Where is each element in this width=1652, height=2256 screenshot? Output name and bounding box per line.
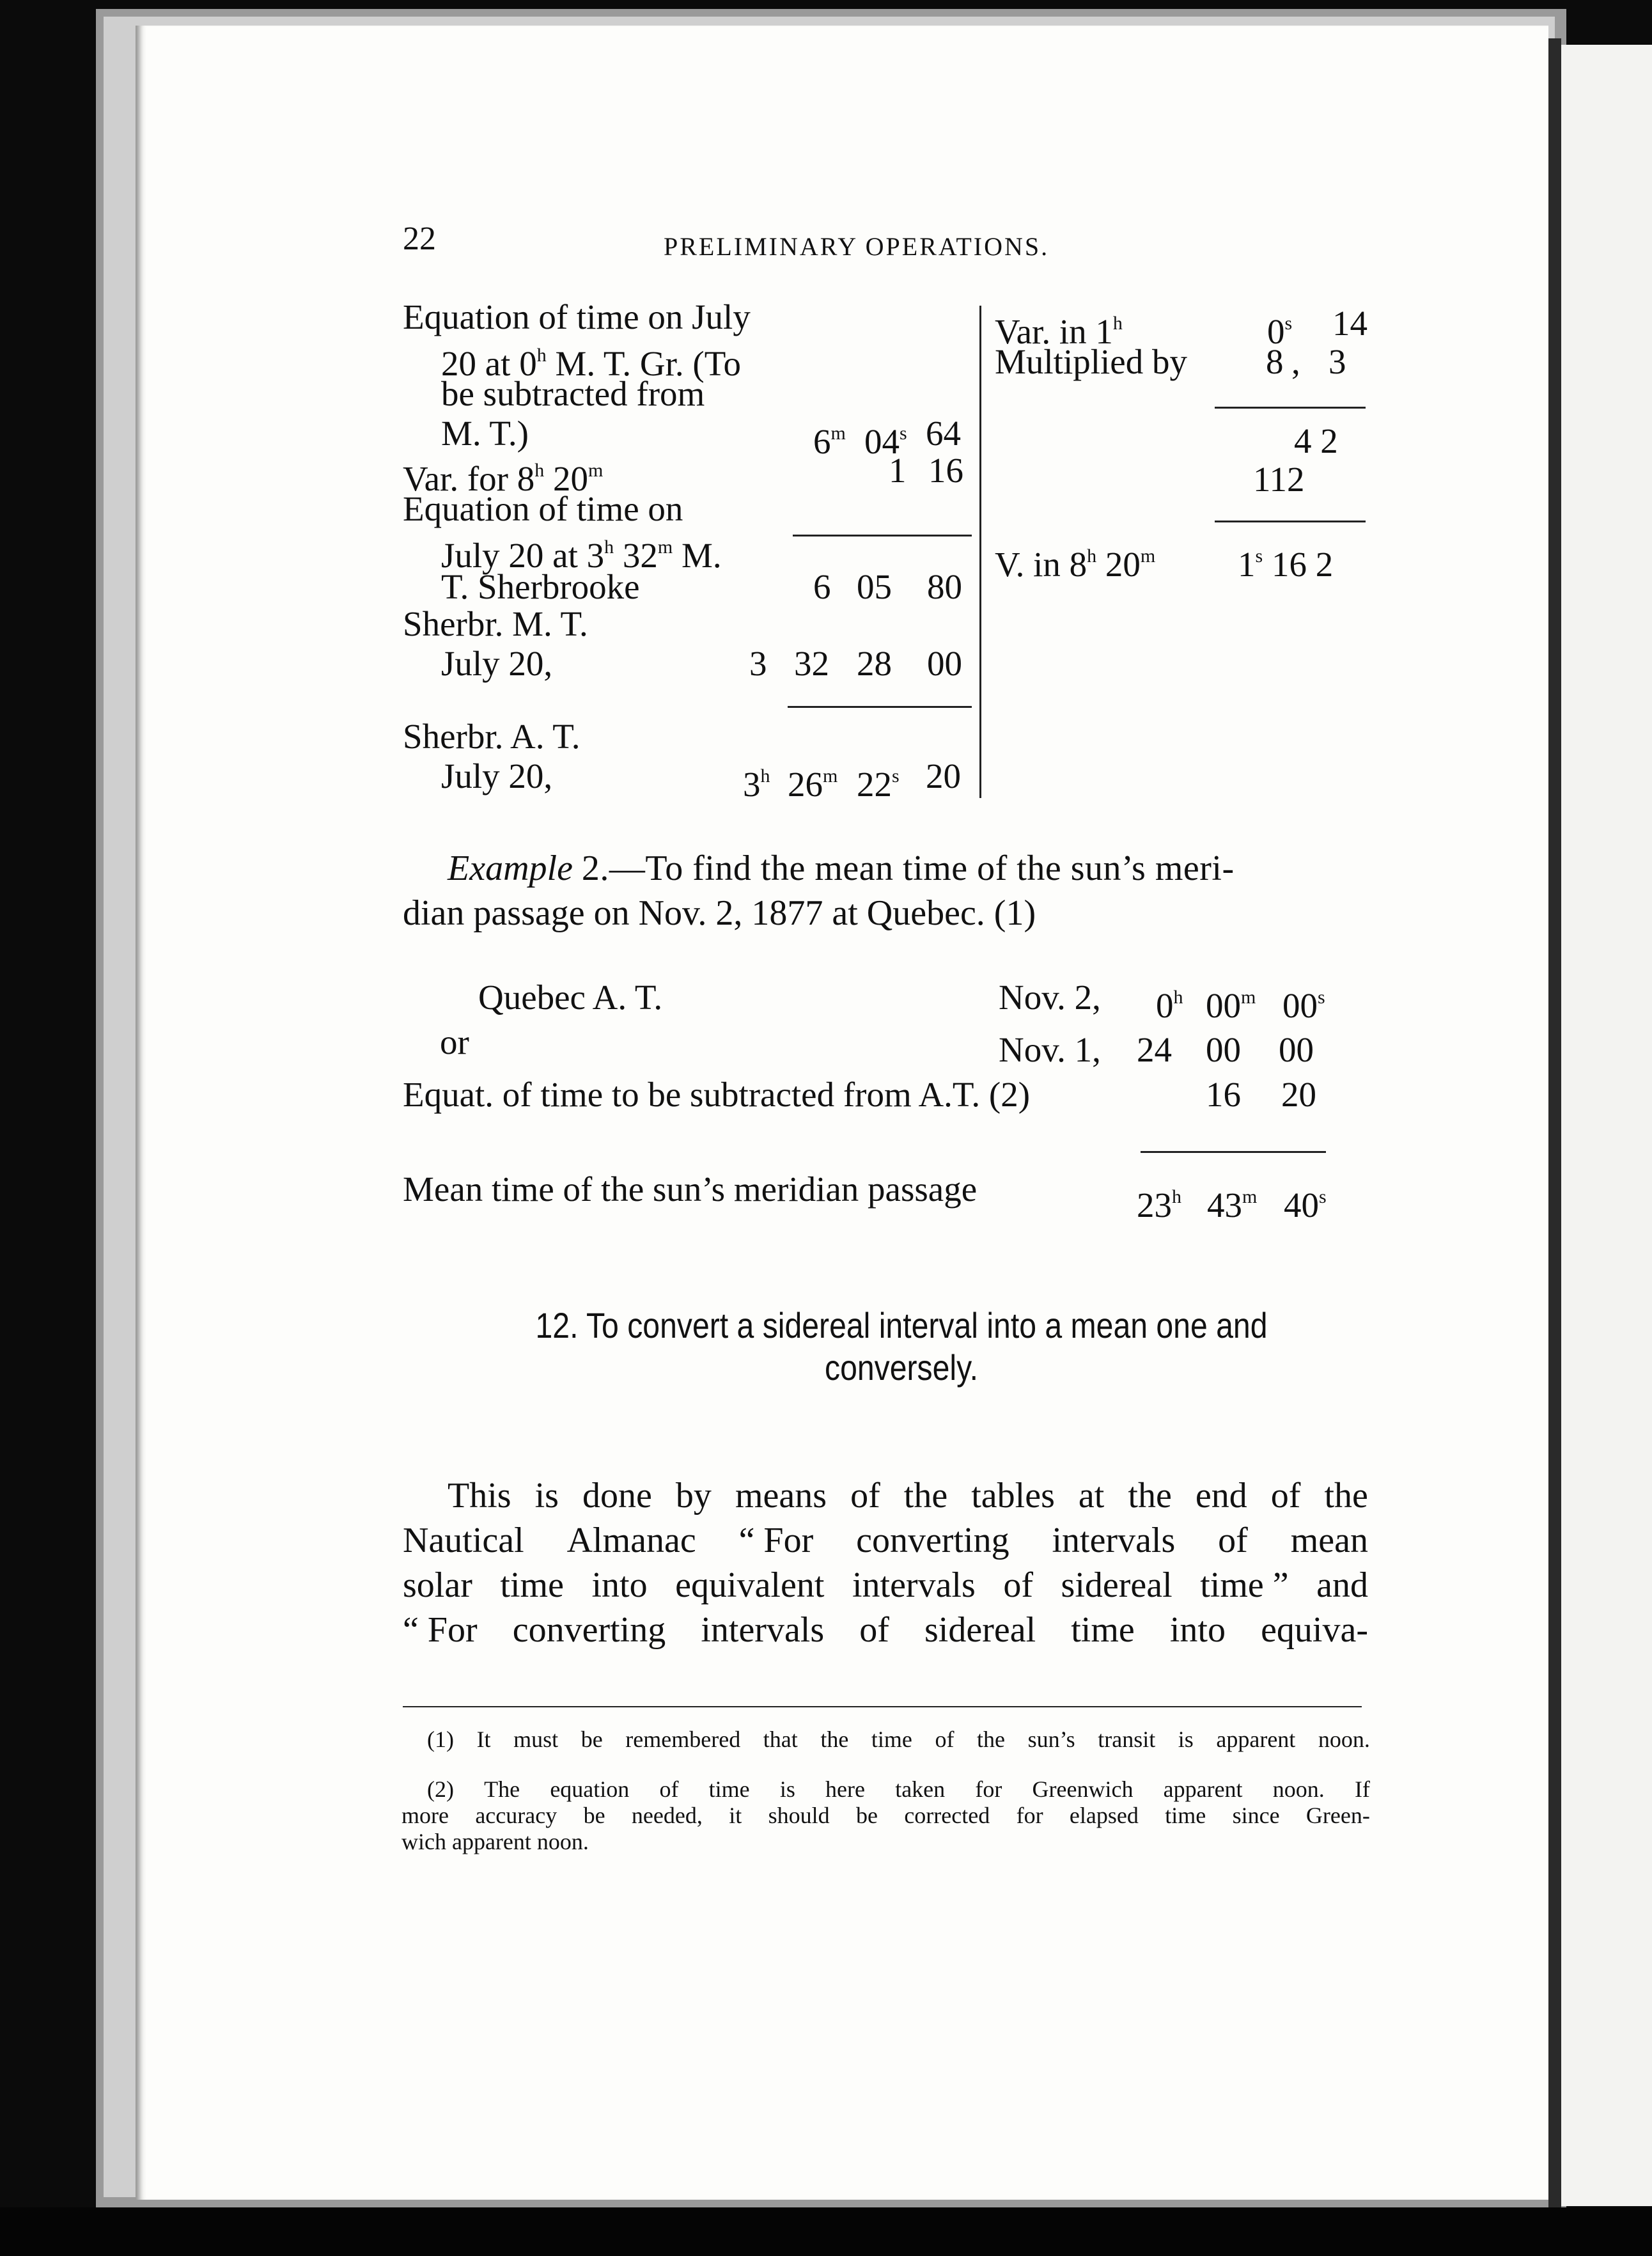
word: be (855, 1803, 878, 1828)
lt-label-3: M. T.) (441, 414, 529, 453)
ex2-result-s: 40$^s$ (1284, 1186, 1327, 1225)
rt-var-label: Var. in 1$^h$ (995, 312, 1123, 351)
word: and (1316, 1565, 1368, 1605)
lt-val-9-3: 00 (927, 644, 962, 683)
word: sun’s (1027, 1727, 1075, 1752)
next-page-edge (1561, 45, 1652, 2206)
word: is (779, 1776, 795, 1802)
ex2-row0-label: Quebec A. T. (478, 978, 663, 1017)
word: converting (856, 1521, 1009, 1560)
lt-val-7-2: 80 (927, 567, 962, 606)
word: must (513, 1727, 559, 1752)
footnote-2 (401, 1776, 1370, 1855)
rt-mult-label: Multiplied by (995, 342, 1187, 381)
lt-label-2: be subtracted from (441, 374, 705, 413)
word: the (1128, 1476, 1172, 1516)
word: Almanac (566, 1521, 696, 1560)
word: needed, (631, 1803, 703, 1828)
word: the (903, 1476, 948, 1516)
word: by (675, 1476, 712, 1516)
ex2-row0-m: 00$^m$ (1206, 986, 1256, 1025)
lt-val-4-0: 1 (889, 451, 907, 490)
word: remembered (625, 1727, 741, 1752)
word: It (476, 1727, 491, 1752)
lt-label-6: July 20 at 3$^h$ 32$^m$ M. (441, 536, 722, 575)
lt-val-3-1: 04$^s$ (864, 422, 907, 461)
page-number: 22 (403, 221, 436, 257)
word: mean (1290, 1521, 1368, 1560)
word: done (582, 1476, 652, 1516)
word: intervals (852, 1565, 976, 1605)
lt-val-9-1: 32 (794, 644, 829, 683)
word: means (735, 1476, 827, 1516)
rt-rule-1 (1215, 407, 1366, 409)
lt-label-1: 20 at 0$^h$ M. T. Gr. (To (441, 344, 741, 383)
word: here (825, 1776, 865, 1802)
example2-italic: Example (448, 849, 573, 888)
lt-val-4-1: 16 (928, 451, 963, 490)
word: apparent (1163, 1776, 1243, 1802)
word: This (448, 1476, 511, 1516)
word: it (729, 1803, 742, 1828)
lt-rule-1 (793, 535, 972, 537)
ex2-row0-date: Nov. 2, (999, 978, 1101, 1017)
lt-val-9-2: 28 (857, 644, 892, 683)
running-title: PRELIMINARY OPERATIONS. (664, 232, 1050, 261)
footnote-line (401, 1776, 1370, 1803)
paragraph-line (403, 1563, 1368, 1608)
word: corrected (904, 1803, 990, 1828)
lt-label-4: Var. for 8$^h$ 20$^m$ (403, 459, 604, 498)
word: for (975, 1776, 1002, 1802)
footnote-1 (401, 1727, 1370, 1753)
example2-line1 (448, 848, 1368, 889)
word: the (1324, 1476, 1368, 1516)
lt-val-11-3: 20 (926, 756, 961, 795)
word: apparent (1216, 1727, 1296, 1752)
example2-line2: dian passage on Nov. 2, 1877 at Quebec. (1) (403, 893, 1036, 933)
lt-label-7: T. Sherbrooke (441, 567, 640, 606)
lt-label-5: Equation of time on (403, 489, 683, 528)
ex2-result-h: 23$^h$ (1137, 1186, 1181, 1225)
word: the (977, 1727, 1006, 1752)
word: should (768, 1803, 830, 1828)
paragraph-line (403, 1473, 1368, 1518)
word: of (935, 1727, 955, 1752)
rt-mult-value-0: 8 (1266, 342, 1284, 381)
word: more (401, 1803, 449, 1828)
lt-val-9-0: 3 (749, 644, 767, 683)
word: “ For (738, 1521, 814, 1560)
section-heading-cont: conversely. (824, 1347, 978, 1388)
word: at (1078, 1476, 1105, 1516)
word: into (1169, 1610, 1226, 1650)
word: (2) (427, 1776, 454, 1802)
ex2-row0-s: 00$^s$ (1282, 986, 1325, 1025)
word: noon. (1272, 1776, 1325, 1802)
rt-partial-2: 112 (1253, 460, 1305, 499)
word: intervals (1052, 1521, 1176, 1560)
lt-val-3-2: 64 (926, 414, 961, 453)
footnote-line: wich apparent noon. (401, 1829, 589, 1854)
lt-val-3-0: 6$^m$ (813, 422, 846, 461)
word: since (1232, 1803, 1280, 1828)
footnote-rule (403, 1706, 1362, 1707)
word: of (1270, 1476, 1301, 1516)
scan-border (0, 2207, 1652, 2256)
body-paragraph (403, 1473, 1368, 1652)
word: time (500, 1565, 564, 1605)
lt-label-9: July 20, (441, 644, 553, 683)
rt-var-value-0: 0$^s$ (1267, 312, 1293, 351)
word: (1) (427, 1727, 454, 1752)
word: equiva- (1261, 1610, 1368, 1650)
word: Nautical (403, 1521, 524, 1560)
lt-rule-2 (788, 706, 972, 708)
ex2-result-label: Mean time of the sun’s meridian passage (403, 1170, 978, 1209)
ex2-row1-label: or (440, 1022, 469, 1061)
rt-mult-value-2: 3 (1329, 342, 1346, 381)
rt-partial-1: 4 2 (1294, 421, 1338, 460)
word: “ For (403, 1610, 478, 1650)
ex2-row1-h: 24 (1137, 1030, 1172, 1069)
word: Green- (1305, 1803, 1370, 1828)
ex2-row1-m: 00 (1206, 1030, 1241, 1069)
word: time (1165, 1803, 1206, 1828)
word: of (1003, 1565, 1033, 1605)
ex2-row2-label: Equat. of time to be subtracted from A.T. (2) (403, 1075, 1031, 1114)
spine (1548, 38, 1561, 2213)
word: equivalent (675, 1565, 825, 1605)
word: of (859, 1610, 889, 1650)
word: equation (550, 1776, 630, 1802)
paragraph-line (403, 1608, 1368, 1652)
ex2-rule (1141, 1151, 1326, 1153)
lt-val-7-0: 6 (813, 567, 831, 606)
rt-result-value: 1$^s$ 16 2 (1238, 545, 1334, 584)
ex2-row0-h: 0$^h$ (1156, 986, 1183, 1025)
word: of (850, 1476, 880, 1516)
word: end (1195, 1476, 1247, 1516)
lt-label-8: Sherbr. M. T. (403, 604, 588, 643)
footnote-line (401, 1727, 1370, 1753)
word: of (1218, 1521, 1248, 1560)
word: Greenwich (1032, 1776, 1134, 1802)
ex2-row1-date: Nov. 1, (999, 1030, 1101, 1069)
word: sidereal (1061, 1565, 1173, 1605)
rt-rule-2 (1215, 521, 1366, 522)
table-divider (979, 306, 981, 798)
word: The (484, 1776, 520, 1802)
lt-label-10: Sherbr. A. T. (403, 717, 581, 756)
word: sidereal (924, 1610, 1036, 1650)
word: elapsed (1069, 1803, 1139, 1828)
word: is (1178, 1727, 1194, 1752)
lt-val-7-1: 05 (857, 567, 892, 606)
word: time (708, 1776, 750, 1802)
word: solar (403, 1565, 472, 1605)
ex2-row2-m: 16 (1206, 1075, 1241, 1114)
word: be (581, 1727, 603, 1752)
word: noon. (1318, 1727, 1370, 1752)
lt-label-11: July 20, (441, 756, 553, 795)
word: time (1071, 1610, 1135, 1650)
lt-val-11-1: 26$^m$ (788, 765, 838, 804)
word: taken (895, 1776, 946, 1802)
paragraph-line (403, 1518, 1368, 1563)
lt-val-11-0: 3$^h$ (743, 765, 770, 804)
footnote-line (401, 1803, 1370, 1829)
word: tables (971, 1476, 1055, 1516)
ex2-row1-s: 00 (1279, 1030, 1314, 1069)
word: that (763, 1727, 798, 1752)
rt-var-value-1: 14 (1332, 304, 1368, 343)
word: time ” (1200, 1565, 1289, 1605)
word: transit (1098, 1727, 1156, 1752)
rt-result-label: V. in 8$^h$ 20$^m$ (995, 545, 1156, 584)
word: intervals (701, 1610, 825, 1650)
word: accuracy (475, 1803, 557, 1828)
section-heading: 12. To convert a sidereal interval into a mean one and (535, 1305, 1268, 1345)
word: be (583, 1803, 605, 1828)
word: of (659, 1776, 679, 1802)
word: into (591, 1565, 648, 1605)
lt-label-0: Equation of time on July (403, 297, 751, 336)
word: converting (512, 1610, 666, 1650)
word: for (1016, 1803, 1043, 1828)
word: is (534, 1476, 559, 1516)
word: time (871, 1727, 912, 1752)
ex2-row2-s: 20 (1281, 1075, 1316, 1114)
ex2-result-m: 43$^m$ (1207, 1186, 1258, 1225)
lt-val-11-2: 22$^s$ (857, 765, 900, 804)
rt-mult-value-1: , (1291, 342, 1300, 381)
word: If (1354, 1776, 1370, 1802)
word: the (820, 1727, 849, 1752)
example2-rest: 2.—To find the mean time of the sun’s meri- (581, 849, 1235, 888)
